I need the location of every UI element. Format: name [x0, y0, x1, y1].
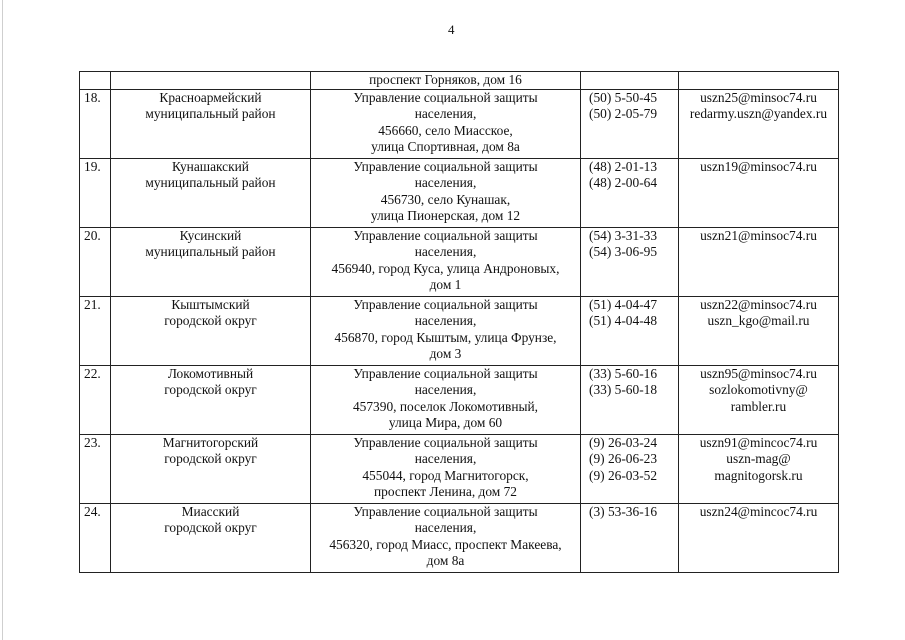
office-address-line: населения,	[414, 313, 477, 328]
office-address-line: 456320, город Миасс, проспект Макеева,	[329, 536, 562, 552]
email-address: magnitogorsk.ru	[714, 467, 803, 483]
row-number-text: 20.	[84, 227, 101, 243]
phone-number: (48) 2-01-13	[589, 158, 658, 174]
scan-left-edge	[2, 0, 3, 640]
phone-number: (3) 53-36-16	[589, 503, 658, 519]
phone-number: (9) 26-03-52	[589, 467, 658, 483]
district-name-line: Локомотивный	[167, 365, 254, 381]
office-address-line: населения,	[414, 175, 477, 190]
district-name-line: городской округ	[164, 451, 257, 466]
district-name	[111, 227, 311, 296]
district-name-line: городской округ	[164, 313, 257, 328]
office-phones	[581, 365, 679, 434]
table-row	[80, 227, 839, 296]
row-number-text: 19.	[84, 158, 101, 174]
phone-number: (50) 5-50-45	[589, 89, 658, 105]
phone-number: (50) 2-05-79	[589, 106, 658, 121]
page-number: 4	[448, 22, 455, 37]
district-name	[111, 365, 311, 434]
office-address-line: Управление социальной защиты	[353, 89, 538, 105]
cell-num	[80, 72, 111, 90]
office-phones	[581, 89, 679, 158]
office-address-line: Управление социальной защиты	[353, 296, 538, 312]
office-address-line: улица Мира, дом 60	[388, 415, 503, 430]
email-address: uszn_kgo@mail.ru	[707, 313, 810, 328]
table-row	[80, 503, 839, 572]
row-number	[80, 503, 111, 572]
office-phones	[581, 503, 679, 572]
phone-number: (54) 3-06-95	[589, 244, 658, 259]
email-address: uszn22@minsoc74.ru	[700, 296, 817, 312]
table-row	[80, 434, 839, 503]
district-name	[111, 503, 311, 572]
office-address-line: Управление социальной защиты	[353, 503, 538, 519]
district-name-line: Красноармейский	[159, 89, 262, 105]
office-emails	[679, 503, 839, 572]
district-name-line: Миасский	[181, 503, 240, 519]
district-name-line: Кусинский	[179, 227, 242, 243]
office-address	[311, 434, 581, 503]
address-line: проспект Горняков, дом 16	[369, 72, 522, 87]
office-address-line: Управление социальной защиты	[353, 158, 538, 174]
office-address	[311, 158, 581, 227]
email-address: uszn19@minsoc74.ru	[700, 158, 817, 174]
district-name-line: муниципальный район	[145, 244, 276, 259]
office-phones	[581, 158, 679, 227]
office-address	[311, 89, 581, 158]
cell-address	[311, 72, 581, 90]
office-phones	[581, 227, 679, 296]
table-row	[80, 158, 839, 227]
row-number-text: 21.	[84, 296, 101, 312]
office-address-line: 456940, город Куса, улица Андроновых,	[331, 260, 560, 276]
office-emails	[679, 296, 839, 365]
office-emails	[679, 365, 839, 434]
row-number-text: 18.	[84, 89, 101, 105]
office-address-line: дом 3	[429, 346, 462, 361]
row-number-text: 22.	[84, 365, 101, 381]
district-name	[111, 89, 311, 158]
district-name-line: муниципальный район	[145, 106, 276, 121]
district-name-line: Магнитогорский	[162, 434, 259, 450]
office-address-line: дом 1	[429, 277, 462, 292]
office-address	[311, 503, 581, 572]
office-address-line: дом 8а	[426, 553, 465, 568]
office-address-line: Управление социальной защиты	[353, 365, 538, 381]
office-emails	[679, 89, 839, 158]
office-address-line: населения,	[414, 244, 477, 259]
cell-phone	[581, 72, 679, 90]
district-name-line: муниципальный район	[145, 175, 276, 190]
office-address-line: Управление социальной защиты	[353, 227, 538, 243]
office-phones	[581, 296, 679, 365]
office-address-line: населения,	[414, 451, 477, 466]
phone-number: (33) 5-60-16	[589, 365, 658, 381]
office-address-line: улица Спортивная, дом 8а	[371, 139, 520, 154]
phone-number: (51) 4-04-47	[589, 296, 658, 312]
phone-number: (54) 3-31-33	[589, 227, 658, 243]
table-row	[80, 296, 839, 365]
phone-number: (51) 4-04-48	[589, 313, 658, 328]
row-number	[80, 296, 111, 365]
row-number	[80, 365, 111, 434]
office-address-line: населения,	[414, 106, 477, 121]
office-address-line: 455044, город Магнитогорск,	[362, 467, 529, 483]
office-address-line: 457390, поселок Локомотивный,	[352, 398, 539, 414]
row-number	[80, 434, 111, 503]
email-address: uszn-mag@	[726, 451, 791, 466]
district-name-line: городской округ	[164, 520, 257, 535]
table-row	[80, 89, 839, 158]
phone-number: (9) 26-03-24	[589, 434, 658, 450]
email-address: redarmy.uszn@yandex.ru	[689, 106, 828, 121]
email-address: uszn24@mincoc74.ru	[699, 503, 818, 519]
email-address: uszn95@minsoc74.ru	[700, 365, 817, 381]
office-address	[311, 227, 581, 296]
office-emails	[679, 227, 839, 296]
office-address-line: населения,	[414, 520, 477, 535]
office-emails	[679, 434, 839, 503]
phone-number: (9) 26-06-23	[589, 451, 658, 466]
office-address	[311, 365, 581, 434]
office-address-line: Управление социальной защиты	[353, 434, 538, 450]
district-name	[111, 434, 311, 503]
offices-table	[79, 71, 839, 573]
office-address-line: 456870, город Кыштым, улица Фрунзе,	[334, 329, 557, 345]
phone-number: (48) 2-00-64	[589, 175, 658, 190]
district-name-line: Кыштымский	[171, 296, 250, 312]
row-number-text: 24.	[84, 503, 101, 519]
office-address-line: улица Пионерская, дом 12	[370, 208, 521, 223]
office-phones	[581, 434, 679, 503]
email-address: rambler.ru	[730, 398, 787, 414]
row-number	[80, 89, 111, 158]
district-name-line: Кунашакский	[172, 158, 249, 174]
cell-email	[679, 72, 839, 90]
row-number	[80, 158, 111, 227]
office-address-line: 456730, село Кунашак,	[380, 191, 511, 207]
office-address-line: населения,	[414, 382, 477, 397]
row-number-text: 23.	[84, 434, 101, 450]
office-address-line: 456660, село Миасское,	[378, 122, 513, 138]
office-address	[311, 296, 581, 365]
table-row-continuation	[80, 72, 839, 90]
offices-table-body	[80, 72, 839, 573]
phone-number: (33) 5-60-18	[589, 382, 658, 397]
table-row	[80, 365, 839, 434]
district-name-line: городской округ	[164, 382, 257, 397]
district-name	[111, 158, 311, 227]
office-emails	[679, 158, 839, 227]
email-address: uszn21@minsoc74.ru	[700, 227, 817, 243]
district-name	[111, 296, 311, 365]
row-number	[80, 227, 111, 296]
email-address: sozlokomotivny@	[709, 382, 808, 397]
email-address: uszn25@minsoc74.ru	[700, 89, 817, 105]
cell-name	[111, 72, 311, 90]
email-address: uszn91@mincoc74.ru	[699, 434, 818, 450]
office-address-line: проспект Ленина, дом 72	[373, 484, 517, 499]
